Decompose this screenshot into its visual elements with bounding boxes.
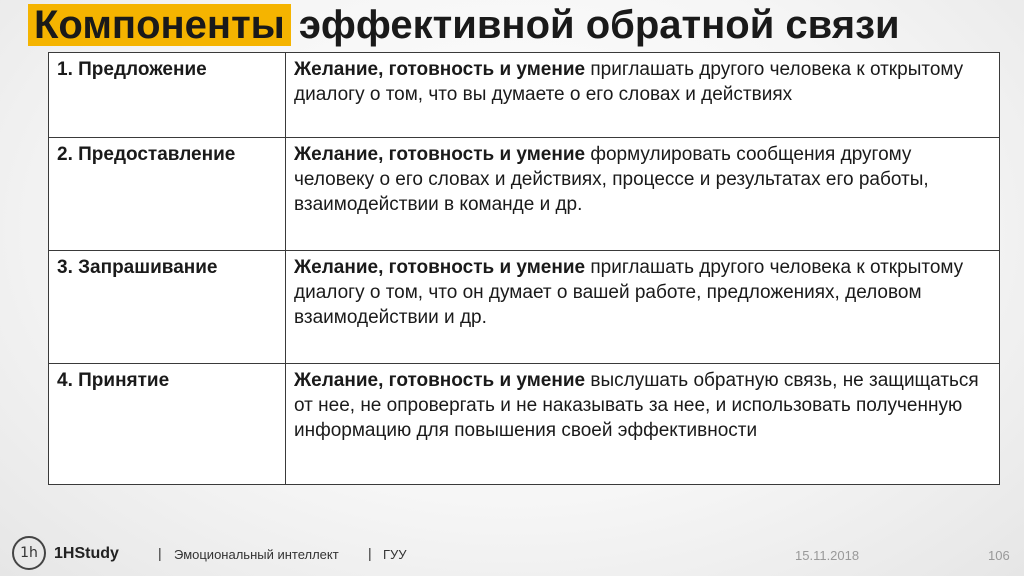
description-text: приглашать другого человека к открытому диалогу о том, что вы думаете о его словах и действиях xyxy=(294,59,964,105)
description-lead: Желание, готовность и умение xyxy=(294,59,586,80)
course-name: Эмоциональный интеллект xyxy=(174,547,339,562)
slide-title xyxy=(28,2,900,48)
title-highlight: Компоненты xyxy=(28,4,291,46)
description-cell xyxy=(286,251,1000,364)
table-row xyxy=(49,138,1000,251)
footer-separator: | xyxy=(158,545,162,561)
step-cell: 3. Запрашивание xyxy=(49,251,286,364)
table-row xyxy=(49,251,1000,364)
description-cell xyxy=(286,138,1000,251)
slide-footer xyxy=(0,534,1024,576)
slide-date: 15.11.2018 xyxy=(795,548,860,563)
logo-text: 1h xyxy=(20,545,38,561)
description-lead: Желание, готовность и умение xyxy=(294,144,586,165)
table-row xyxy=(49,53,1000,138)
step-cell: 2. Предоставление xyxy=(49,138,286,251)
description-text: формулировать сообщения другому человеку о его словах и действиях, процессе и результатах его работы, взаимодействии в команде и др. xyxy=(294,144,929,215)
brand-name: 1HStudy xyxy=(54,545,119,562)
table-row xyxy=(49,364,1000,485)
brand-logo-icon xyxy=(12,536,46,570)
organization-name: ГУУ xyxy=(383,547,407,562)
components-table xyxy=(48,52,1000,485)
description-lead: Желание, готовность и умение xyxy=(294,370,586,391)
description-cell xyxy=(286,53,1000,138)
description-text: выслушать обратную связь, не защищаться от нее, не опровергать и не наказывать за нее, и использовать полученную информацию для повышения своей эффективности xyxy=(294,370,979,441)
step-cell: 4. Принятие xyxy=(49,364,286,485)
description-lead: Желание, готовность и умение xyxy=(294,257,586,278)
step-cell: 1. Предложение xyxy=(49,53,286,138)
description-text: приглашать другого человека к открытому диалогу о том, что он думает о вашей работе, предложениях, деловом взаимодействии и др. xyxy=(294,257,964,328)
page-number: 106 xyxy=(988,548,1010,563)
footer-separator: | xyxy=(368,545,372,561)
title-rest: эффективной обратной связи xyxy=(298,2,900,47)
description-cell xyxy=(286,364,1000,485)
